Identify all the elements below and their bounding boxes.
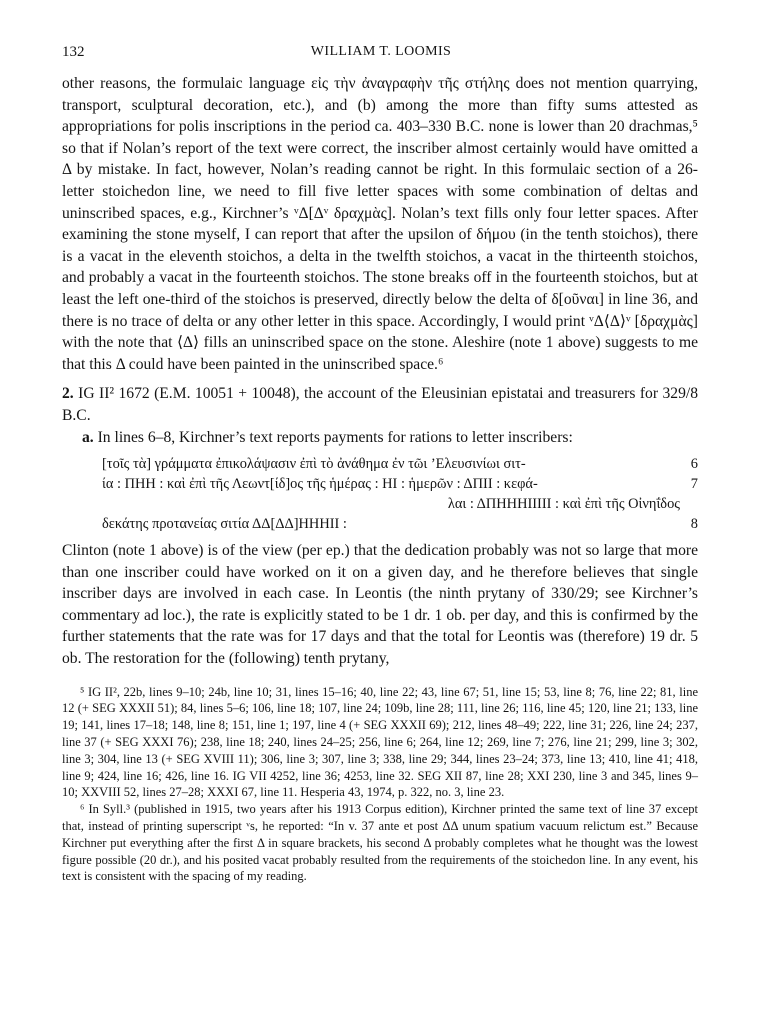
paragraph-clinton: Clinton (note 1 above) is of the view (per ep.) that the dedication probably was not so large that more than one inscriber could have worked on it on a given day, and he therefore believes that single inscriber days are involved in each case. In Leontis (the ninth prytany of 330/29; see Kirchner’s commentary ad loc.), the rate is explicitly stated to be 1 dr. 1 ob. per day, and this is confirmed by the further statements that the rate was for 17 days and that the total for Leontis was (therefore) 19 dr. 5 ob. The restoration for the (following) tenth prytany, xyxy=(62,542,698,668)
main-text xyxy=(62,73,698,885)
subsection-a xyxy=(62,427,698,449)
running-head: WILLIAM T. LOOMIS xyxy=(310,44,452,59)
line-number: 7 xyxy=(690,476,698,493)
footnote-5: ⁵ IG II², 22b, lines 9–10; 24b, line 10; 31, lines 15–16; 40, line 22; 43, line 67; 51, line 15; 53, line 8; 76, line 22; 81, line 12 (+ SEG XXXII 51); 84, lines 5–6; 106, line 18; 107, line 24; 109b, line 28; 111, line 26; 116, line 45; 120, line 21; 133, line 19; 141, lines 17–18; 148, line 8; 151, line 1; 197, line 4 (+ SEG XXXII 69); 212, lines 48–49; 222, line 31; 226, line 24; 237, line 37 (+ SEG XXXI 76); 238, line 18; 240, lines 24–25; 256, line 6; 264, line 12; 269, line 7; 276, line 21; 299, line 3; 302, line 3; 304, line 13 (+ SEG XVIII 11); 306, line 3; 307, line 3; 338, line 29; 344, lines 23–24; 373, line 13; 410, line 41; 418, line 9; 424, line 16; 426, line 16. IG VII 4252, line 36; 4253, line 32. SEG XII 87, line 28; XXI 230, line 3 and 345, lines 9–10; XXVIII 52, lines 27–28; XXXI 67, line 11. Hesperia 43, 1974, p. 322, no. 3, line 23. xyxy=(62,684,698,800)
inscription-text: δεκάτης προτανείας σιτία ΔΔ[ΔΔ]ΗΗΗΙΙ : xyxy=(102,516,347,533)
footnotes xyxy=(62,684,698,886)
inscription-line xyxy=(102,514,698,534)
footnote-6: ⁶ In Syll.³ (published in 1915, two years after his 1913 Corpus edition), Kirchner printed the same text of line 37 except that, instead of printing superscript ᵛs, he reported: “In v. 37 ante et post ΔΔ unum spatium vacuum relictum est.” Because Kirchner put everything after the first Δ in square brackets, his second Δ probably completes what he thought was the lowest figure possible (20 dr.), and his posited vacat probably resulted from the requirements of the stoichedon line. In any event, his text is consistent with the spacing of my reading. xyxy=(62,802,698,884)
inscription-block xyxy=(102,454,698,534)
paragraph-continuation: other reasons, the formulaic language εἰς τὴν ἀναγραφὴν τῆς στήλης does not mention quarrying, transport, sculptural decoration, etc.), and (b) among the more than fifty sums attested as appropriations for polis inscriptions in the period ca. 403–330 B.C. none is lower than 20 drachmas,⁵ so that if Nolan’s report of the text were correct, the inscriber almost certainly would have omitted a Δ by mistake. In fact, however, Nolan’s reading cannot be right. In this formulaic section of a 26-letter stoichedon line, we need to fill five letter spaces with some combination of deltas and uninscribed spaces, e.g., Kirchner’s ᵛΔ[Δᵛ δραχμὰς]. Nolan’s text fills only four letter spaces. After examining the stone myself, I can report that after the upsilon of δήμου (in the tenth stoichos), there is a vacat in the eleventh stoichos, a delta in the twelfth stoichos, a vacat in the thirteenth stoichos, and probably a vacat in the fourteenth stoichos. The stone breaks off in the fourteenth stoichos, but at least the left one-third of the stoichos is preserved, directly below the delta of δ[οῦναι] in line 36, and there is no trace of delta or any other letter in this space. Accordingly, I would print ᵛΔ⟨Δ⟩ᵛ [δραχμὰς] with the note that ⟨Δ⟩ fills an uninscribed space on the stone. Aleshire (note 1 above) suggests to me that this Δ could have been painted in the uninscribed space.⁶ xyxy=(62,75,698,373)
inscription-line xyxy=(102,454,698,474)
line-number: 8 xyxy=(690,516,698,533)
subsection-text: In lines 6–8, Kirchner’s text reports payments for rations to letter inscribers: xyxy=(97,428,573,446)
page-number: 132 xyxy=(62,44,85,60)
page-header xyxy=(62,44,700,64)
line-number: 6 xyxy=(690,456,698,473)
subsection-label: a. xyxy=(82,428,94,446)
inscription-text: ία : ΠΗΗ : καὶ ἐπὶ τῆς Λεωντ[ίδ]ος τῆς ἡμέρας : ΗΙ : ἡμερῶν : ΔΠΙΙ : κεφά- xyxy=(102,476,538,493)
inscription-line xyxy=(102,494,698,514)
section-2-heading xyxy=(62,383,698,426)
section-lead: IG II² 1672 (E.M. 10051 + 10048), the account of the Eleusinian epistatai and treasurers for 329/8 B.C. xyxy=(62,385,698,424)
section-number: 2. xyxy=(62,385,74,403)
inscription-line xyxy=(102,474,698,494)
inscription-text: [τοῖς τὰ] γράμματα ἐπικολάψασιν ἐπὶ τὸ ἀνάθημα ἐν τῶι ’Ελευσινίωι σιτ- xyxy=(102,456,526,473)
inscription-text-right: λαι : ΔΠΗΗΗΙΙΙΙΙ : καὶ ἐπὶ τῆς Οἰνηΐδος xyxy=(447,496,680,513)
